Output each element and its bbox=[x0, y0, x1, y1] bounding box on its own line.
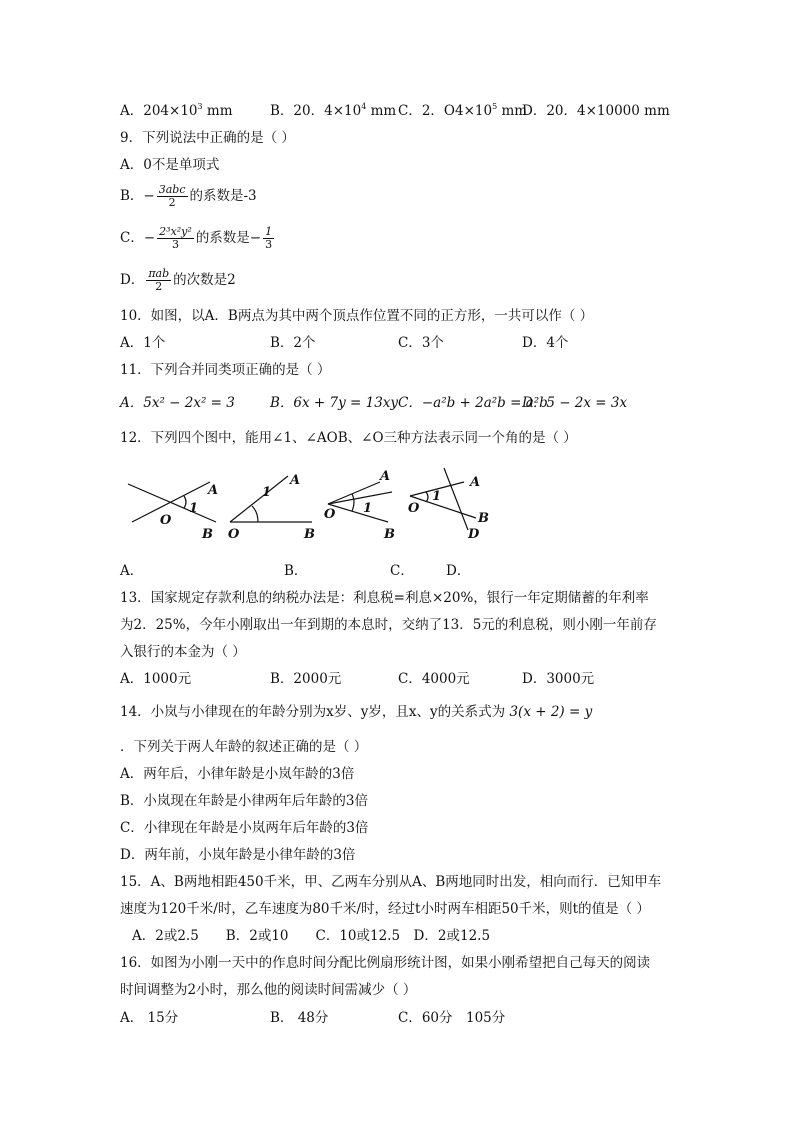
q13-line-3: 入银行的本金为（ ） bbox=[120, 644, 246, 660]
q10-stem: 10．如图，以A．B两点为其中两个顶点作位置不同的正方形，一共可以作（ ） bbox=[120, 308, 594, 324]
q11-stem: 11．下列合并同类项正确的是（ ） bbox=[120, 362, 331, 378]
q11-option-b: B．6x + 7y = 13xy bbox=[270, 395, 399, 411]
q8-option-b: B．20．$4\times 10^4$ mm bbox=[270, 102, 397, 119]
q13-option-a: A．1000元 bbox=[120, 671, 192, 687]
q8-option-d: D．20．4×10000 mm bbox=[522, 103, 670, 119]
q16-option-c: C．60分 105分 bbox=[398, 1010, 506, 1026]
fig-a-label-one: 1 bbox=[189, 501, 199, 516]
q9-option-d: D． $\frac{\text{πab}}{2}$ 的次数是2 bbox=[120, 267, 236, 293]
q15-line-1: 15．A、B两地相距450千米，甲、乙两车分别从A、B两地同时出发，相向而行．已知甲车 bbox=[120, 874, 662, 890]
fig-d-label-a: A bbox=[470, 475, 481, 490]
q14-option-d: D．两年前，小岚年龄是小律年龄的3倍 bbox=[120, 847, 356, 863]
fig-d-label-one: 1 bbox=[432, 489, 442, 504]
q10-option-a: A．1个 bbox=[120, 335, 166, 351]
q10-option-d: D．4个 bbox=[522, 335, 569, 351]
q15-options: A．2或2.5 B．2或10 C．10或12.5 D．2或12.5 bbox=[132, 928, 491, 944]
fig-c-label-b: B bbox=[384, 527, 395, 542]
q11-option-c: C．−a²b + 2a²b = a²b bbox=[398, 395, 548, 411]
fig-a-label-b: B bbox=[202, 527, 213, 542]
q12-stem: 12．下列四个图中，能用∠1、∠AOB、∠O三种方法表示同一个角的是（ ） bbox=[120, 430, 577, 446]
q10-option-c: C．3个 bbox=[398, 335, 444, 351]
q14-equation: 3(x + 2) = y bbox=[509, 704, 593, 720]
fig-c-label-a: A bbox=[380, 469, 391, 484]
fig-c-label-one: 1 bbox=[363, 501, 373, 516]
q12-figures bbox=[118, 460, 508, 546]
q13-line-2: 为2．25%，今年小刚取出一年到期的本息时，交纳了13．5元的利息税，则小刚一年前存 bbox=[120, 617, 657, 633]
q14-option-b: B．小岚现在年龄是小律两年后年龄的3倍 bbox=[120, 793, 369, 809]
q16-option-a: A． 15分 bbox=[120, 1010, 179, 1026]
fig-d-label-d: D bbox=[468, 527, 480, 542]
q8-option-c: C．2．$O4\times 10^5$ mm bbox=[398, 102, 528, 119]
fig-b-label-b: B bbox=[304, 527, 315, 542]
fig-b-label-one: 1 bbox=[262, 485, 272, 500]
fig-a-label-o: O bbox=[160, 513, 172, 528]
fig-b-label-a: A bbox=[290, 473, 301, 488]
q16-line-2: 时间调整为2小时，那么他的阅读时间需减少（ ） bbox=[120, 982, 417, 998]
q14-line-2: ．下列关于两人年龄的叙述正确的是（ ） bbox=[120, 739, 368, 755]
q14-line-1: 14．小岚与小律现在的年龄分别为x岁、y岁，且x、y的关系式为 3(x + 2) = y bbox=[120, 704, 593, 720]
q14-option-c: C．小律现在年龄是小岚两年后年龄的3倍 bbox=[120, 820, 369, 836]
q10-option-b: B．2个 bbox=[270, 335, 316, 351]
q12-option-d: D． bbox=[446, 563, 471, 579]
q12-option-a: A． bbox=[120, 563, 144, 579]
q13-option-d: D．3000元 bbox=[522, 671, 595, 687]
q8-option-a: A．$204\times 10^3$ mm bbox=[120, 102, 233, 119]
q9-option-a: A．0不是单项式 bbox=[120, 157, 220, 173]
q14-option-a: A．两年后，小律年龄是小岚年龄的3倍 bbox=[120, 766, 355, 782]
q9-stem: 9．下列说法中正确的是（ ） bbox=[120, 130, 295, 146]
fig-d-label-b: B bbox=[478, 511, 489, 526]
q12-option-c: C． bbox=[390, 563, 414, 579]
q9-option-c: C．− $\frac{\text{2³x²y²}}{3}$ 的系数是− $\frac{1}{3}$ bbox=[120, 225, 273, 251]
fig-b-label-o: O bbox=[228, 527, 240, 542]
fig-a-label-a: A bbox=[208, 483, 219, 498]
q13-option-b: B．2000元 bbox=[270, 671, 342, 687]
q9-option-b: B．− $\frac{\text{3abc}}{2}$ 的系数是-3 bbox=[120, 183, 257, 209]
q15-line-2: 速度为120千米/时，乙车速度为80千米/时，经过t小时两车相距50千米，则t的值是（ ） bbox=[120, 901, 650, 917]
q13-line-1: 13．国家规定存款利息的纳税办法是：利息税=利息×20%，银行一年定期储蓄的年利率 bbox=[120, 590, 649, 606]
fig-d-label-o: O bbox=[408, 501, 420, 516]
fig-c-label-o: O bbox=[324, 507, 336, 522]
q12-option-b: B． bbox=[284, 563, 308, 579]
q16-option-b: B． 48分 bbox=[270, 1010, 329, 1026]
q16-line-1: 16．如图为小刚一天中的作息时间分配比例扇形统计图，如果小刚希望把自己每天的阅读 bbox=[120, 955, 651, 971]
q11-option-d: D．5 − 2x = 3x bbox=[522, 395, 628, 411]
q11-option-a: A．5x² − 2x² = 3 bbox=[120, 395, 235, 411]
q13-option-c: C．4000元 bbox=[398, 671, 470, 687]
